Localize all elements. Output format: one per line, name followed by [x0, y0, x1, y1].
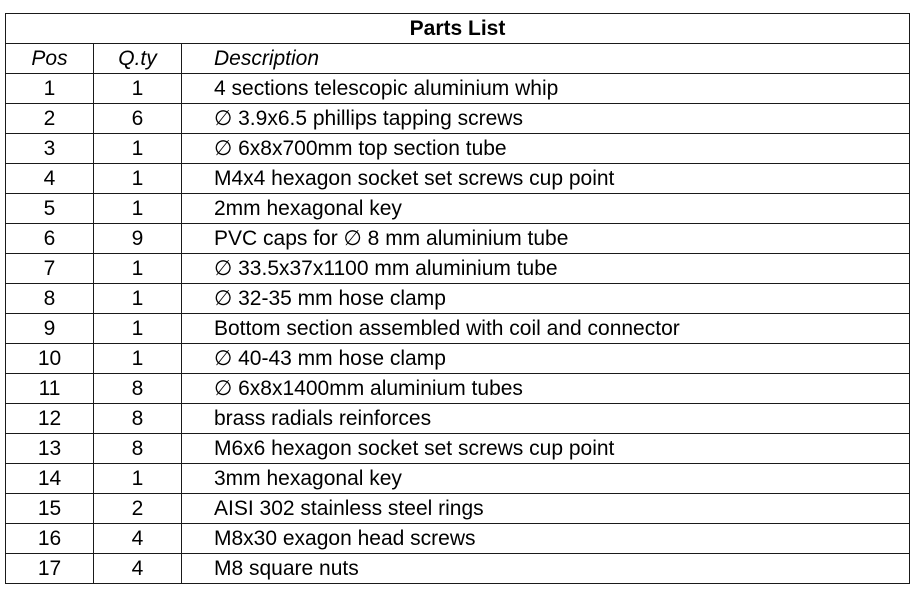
row-description-cell: Bottom section assembled with coil and connector	[182, 314, 910, 344]
header-description: Description	[182, 44, 910, 74]
table-body	[6, 74, 910, 584]
row-description-cell: brass radials reinforces	[182, 404, 910, 434]
table-row	[6, 374, 910, 404]
table-row	[6, 254, 910, 284]
parts-list-table	[5, 13, 910, 584]
table-row	[6, 284, 910, 314]
table-row	[6, 134, 910, 164]
row-pos-cell: 1	[6, 74, 94, 104]
row-pos-cell: 11	[6, 374, 94, 404]
row-description-cell: ∅ 3.9x6.5 phillips tapping screws	[182, 104, 910, 134]
table-row	[6, 404, 910, 434]
row-description-cell: 3mm hexagonal key	[182, 464, 910, 494]
row-pos-cell: 15	[6, 494, 94, 524]
row-description-cell: 2mm hexagonal key	[182, 194, 910, 224]
row-description-cell: ∅ 32-35 mm hose clamp	[182, 284, 910, 314]
row-pos-cell: 3	[6, 134, 94, 164]
row-qty-cell: 1	[94, 344, 182, 374]
table-row	[6, 524, 910, 554]
header-row	[6, 44, 910, 74]
table-row	[6, 494, 910, 524]
row-description-cell: 4 sections telescopic aluminium whip	[182, 74, 910, 104]
row-description-cell: ∅ 40-43 mm hose clamp	[182, 344, 910, 374]
row-qty-cell: 1	[94, 194, 182, 224]
row-qty-cell: 1	[94, 284, 182, 314]
row-pos-cell: 14	[6, 464, 94, 494]
row-qty-cell: 1	[94, 254, 182, 284]
table-row	[6, 74, 910, 104]
row-pos-cell: 10	[6, 344, 94, 374]
table-row	[6, 164, 910, 194]
row-description-cell: PVC caps for ∅ 8 mm aluminium tube	[182, 224, 910, 254]
row-description-cell: ∅ 6x8x1400mm aluminium tubes	[182, 374, 910, 404]
row-qty-cell: 4	[94, 554, 182, 584]
row-pos-cell: 2	[6, 104, 94, 134]
table-row	[6, 194, 910, 224]
row-description-cell: M8 square nuts	[182, 554, 910, 584]
row-description-cell: M4x4 hexagon socket set screws cup point	[182, 164, 910, 194]
row-description-cell: M6x6 hexagon socket set screws cup point	[182, 434, 910, 464]
table-row	[6, 434, 910, 464]
row-pos-cell: 5	[6, 194, 94, 224]
row-qty-cell: 2	[94, 494, 182, 524]
table-row	[6, 314, 910, 344]
parts-list-container	[5, 13, 910, 584]
row-pos-cell: 7	[6, 254, 94, 284]
row-pos-cell: 4	[6, 164, 94, 194]
table-row	[6, 554, 910, 584]
row-pos-cell: 9	[6, 314, 94, 344]
table-row	[6, 464, 910, 494]
row-pos-cell: 16	[6, 524, 94, 554]
row-qty-cell: 4	[94, 524, 182, 554]
header-qty: Q.ty	[94, 44, 182, 74]
row-qty-cell: 1	[94, 464, 182, 494]
row-qty-cell: 1	[94, 74, 182, 104]
row-pos-cell: 12	[6, 404, 94, 434]
row-qty-cell: 1	[94, 134, 182, 164]
table-row	[6, 344, 910, 374]
row-description-cell: AISI 302 stainless steel rings	[182, 494, 910, 524]
row-qty-cell: 6	[94, 104, 182, 134]
table-title: Parts List	[6, 14, 910, 44]
row-description-cell: ∅ 33.5x37x1100 mm aluminium tube	[182, 254, 910, 284]
row-pos-cell: 13	[6, 434, 94, 464]
header-pos: Pos	[6, 44, 94, 74]
row-pos-cell: 6	[6, 224, 94, 254]
row-qty-cell: 8	[94, 404, 182, 434]
table-row	[6, 104, 910, 134]
row-qty-cell: 9	[94, 224, 182, 254]
row-qty-cell: 8	[94, 374, 182, 404]
title-row	[6, 14, 910, 44]
row-qty-cell: 1	[94, 164, 182, 194]
row-description-cell: M8x30 exagon head screws	[182, 524, 910, 554]
row-qty-cell: 1	[94, 314, 182, 344]
row-pos-cell: 8	[6, 284, 94, 314]
row-description-cell: ∅ 6x8x700mm top section tube	[182, 134, 910, 164]
row-pos-cell: 17	[6, 554, 94, 584]
table-row	[6, 224, 910, 254]
row-qty-cell: 8	[94, 434, 182, 464]
